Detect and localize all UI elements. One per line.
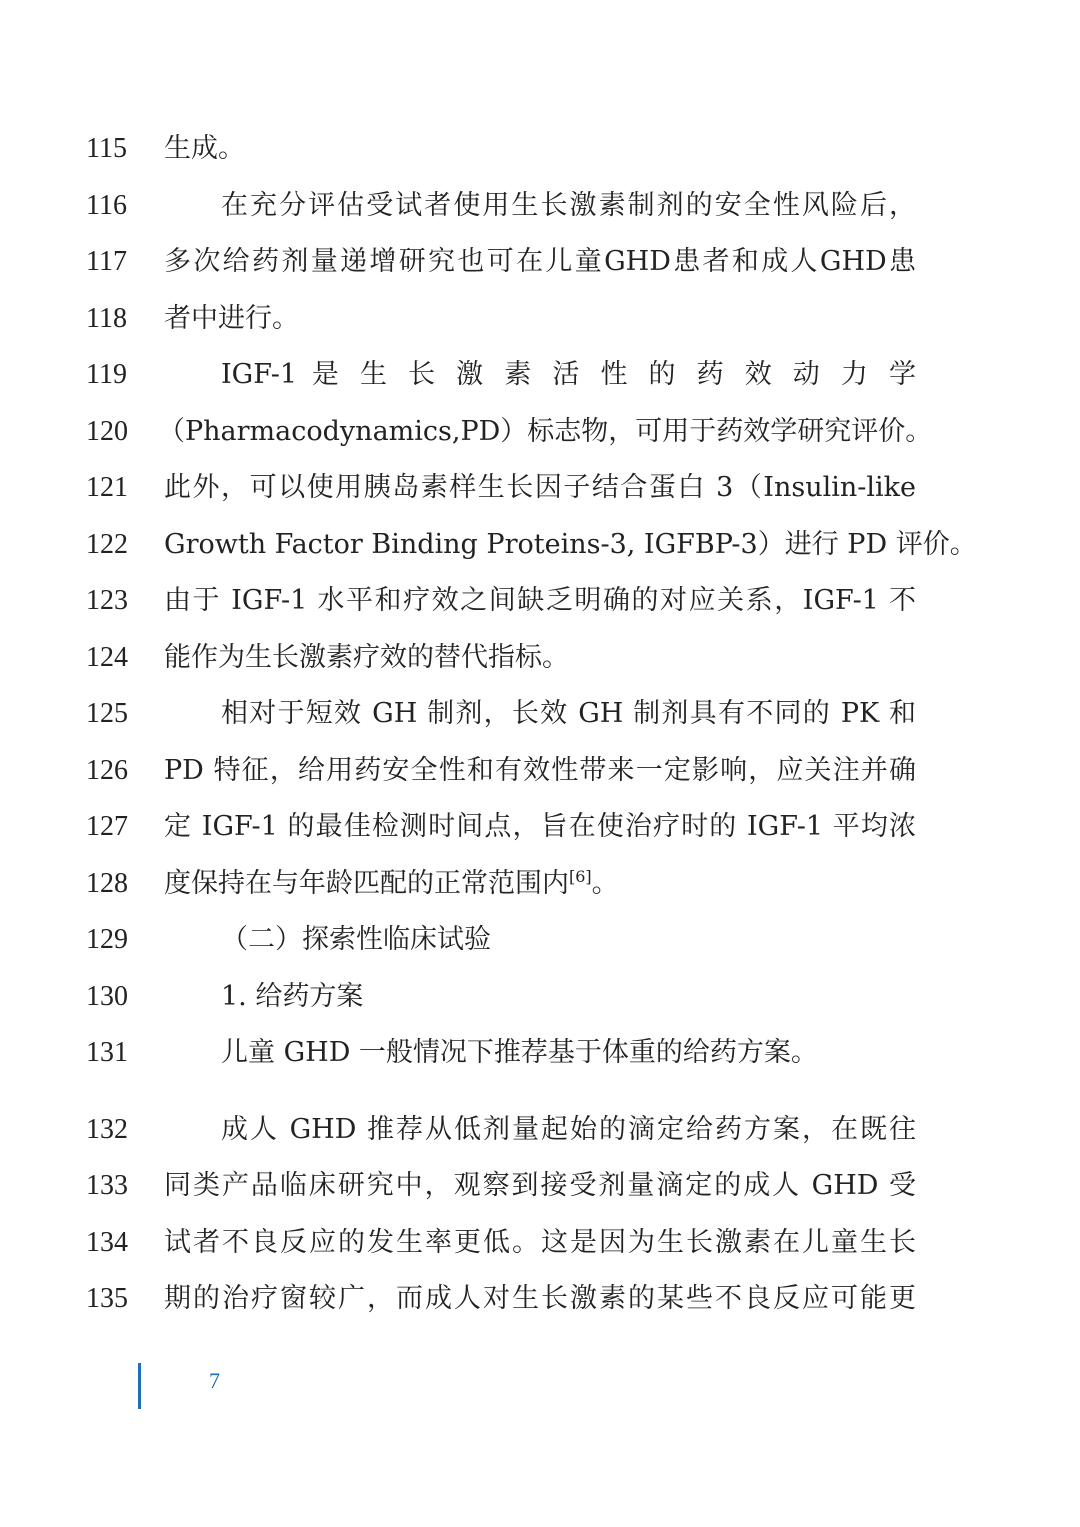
text-line-135	[0, 1279, 1080, 1335]
line-number: 135	[86, 1283, 128, 1314]
line-number: 123	[86, 585, 128, 616]
footer-accent-bar	[138, 1363, 141, 1409]
line-text: 相对于短效 GH 制剂，长效 GH 制剂具有不同的 PK 和	[221, 698, 916, 729]
section-heading: （二）探索性临床试验	[221, 924, 491, 955]
text-line-123	[0, 581, 1080, 637]
text-line-121	[0, 468, 1080, 524]
text-line-130	[0, 977, 1080, 1033]
text-line-124	[0, 638, 1080, 694]
text-line-120	[0, 412, 1080, 468]
line-number: 121	[86, 472, 128, 503]
line-text: 此外，可以使用胰岛素样生长因子结合蛋白 3（Insulin-like	[164, 472, 916, 503]
line-text: 在充分评估受试者使用生长激素制剂的安全性风险后，	[221, 190, 916, 221]
line-text: 定 IGF-1 的最佳检测时间点，旨在使治疗时的 IGF-1 平均浓	[164, 811, 916, 842]
line-number: 120	[86, 416, 128, 447]
line-number: 126	[86, 755, 128, 786]
line-number: 127	[86, 811, 128, 842]
line-text: 同类产品临床研究中，观察到接受剂量滴定的成人 GHD 受	[164, 1170, 916, 1201]
line-number: 115	[86, 133, 127, 164]
line-number: 125	[86, 698, 128, 729]
line-text: 儿童 GHD 一般情况下推荐基于体重的给药方案。	[221, 1037, 818, 1068]
line-number: 130	[86, 981, 128, 1012]
text-line-133	[0, 1166, 1080, 1222]
text-line-131	[0, 1033, 1080, 1089]
line-number: 119	[86, 359, 127, 390]
line-text: 由于 IGF-1 水平和疗效之间缺乏明确的对应关系，IGF-1 不	[164, 585, 916, 616]
line-text: 成人 GHD 推荐从低剂量起始的滴定给药方案，在既往	[221, 1114, 916, 1145]
line-text: 者中进行。	[164, 303, 299, 334]
text-line-129	[0, 920, 1080, 976]
line-text: 试者不良反应的发生率更低。这是因为生长激素在儿童生长	[164, 1227, 916, 1258]
citation-reference: [6]	[569, 867, 592, 886]
text-line-115	[0, 129, 1080, 185]
line-text: 多次给药剂量递增研究也可在儿童GHD患者和成人GHD患	[164, 246, 916, 277]
line-number: 129	[86, 924, 128, 955]
line-text-body: 度保持在与年龄匹配的正常范围内	[164, 868, 569, 899]
text-line-127	[0, 807, 1080, 863]
text-line-125	[0, 694, 1080, 750]
line-number: 131	[86, 1037, 128, 1068]
text-line-128	[0, 864, 1080, 920]
line-number: 122	[86, 529, 128, 560]
text-line-134	[0, 1223, 1080, 1279]
line-number: 133	[86, 1170, 128, 1201]
line-text: 生成。	[164, 133, 245, 164]
text-line-117	[0, 242, 1080, 298]
text-line-132	[0, 1110, 1080, 1166]
line-text	[164, 864, 916, 904]
text-line-116	[0, 186, 1080, 242]
text-line-118	[0, 299, 1080, 355]
line-text: PD 特征，给用药安全性和有效性带来一定影响，应关注并确	[164, 755, 916, 786]
line-number: 116	[86, 190, 127, 221]
line-text: Growth Factor Binding Proteins-3, IGFBP-3）进行 PD 评价。	[164, 529, 977, 560]
line-text: 能作为生长激素疗效的替代指标。	[164, 642, 569, 673]
line-number: 132	[86, 1114, 128, 1145]
text-line-126	[0, 751, 1080, 807]
text-line-119	[0, 355, 1080, 411]
line-number: 118	[86, 303, 127, 334]
line-text: IGF-1 是 生 长 激 素 活 性 的 药 效 动 力 学	[221, 359, 916, 390]
page-number: 7	[209, 1368, 220, 1393]
text-line-122	[0, 525, 1080, 581]
line-number: 124	[86, 642, 128, 673]
line-text: （Pharmacodynamics,PD）标志物，可用于药效学研究评价。	[158, 416, 933, 447]
line-number: 117	[86, 246, 127, 277]
subsection-heading: 1. 给药方案	[221, 981, 364, 1012]
line-number: 134	[86, 1227, 128, 1258]
line-text-tail: 。	[591, 868, 619, 899]
line-number: 128	[86, 868, 128, 899]
line-text: 期的治疗窗较广，而成人对生长激素的某些不良反应可能更	[164, 1283, 916, 1314]
